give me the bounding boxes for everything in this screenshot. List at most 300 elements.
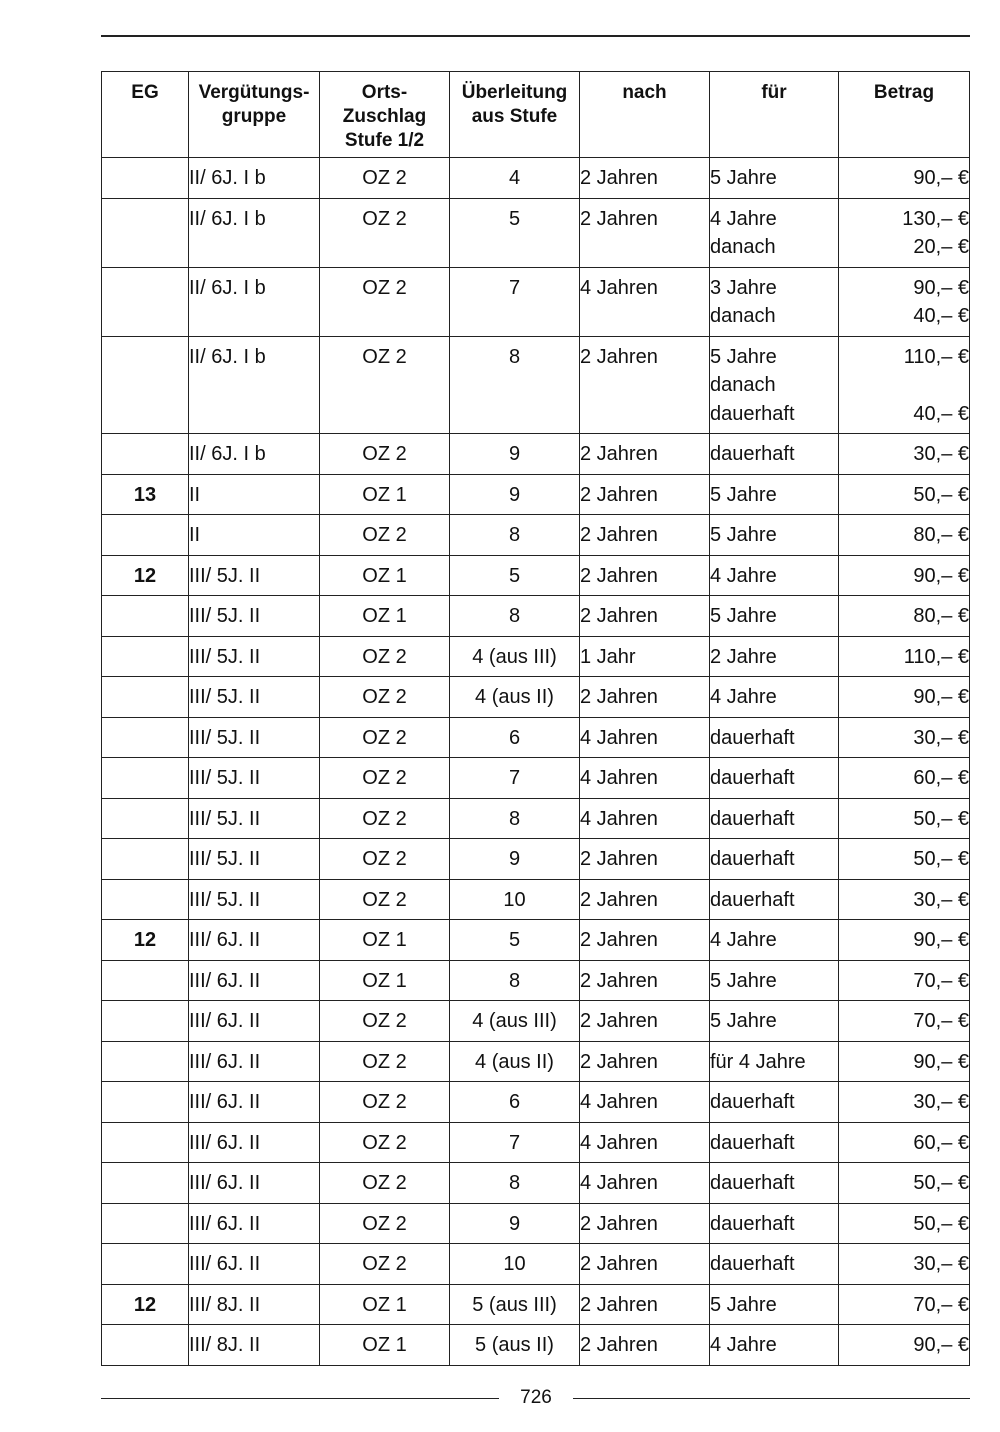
cell-eg-text <box>102 440 188 469</box>
cell-ueberleitung <box>450 1325 580 1366</box>
table-row <box>102 474 970 515</box>
cell-ueberleitung <box>450 198 580 267</box>
cell-ortszuschlag-text: OZ 2 <box>362 207 407 230</box>
cell-verguetungsgruppe-text: III/ 6J. II <box>189 1050 261 1073</box>
cell-nach-text: 4 Jahren <box>580 276 658 299</box>
cell-nach <box>580 1041 710 1082</box>
cell-fuer <box>710 960 839 1001</box>
cell-betrag-text: 30,– € <box>913 443 969 465</box>
cell-verguetungsgruppe <box>189 1244 320 1285</box>
cell-eg-text <box>102 164 188 193</box>
cell-betrag-text <box>839 371 969 400</box>
cell-verguetungsgruppe-text: III/ 6J. II <box>189 1131 261 1154</box>
cell-betrag <box>839 1082 970 1123</box>
cell-eg <box>102 960 189 1001</box>
cell-eg-text <box>102 1088 188 1117</box>
cell-betrag-text: 50,– € <box>913 1172 969 1194</box>
cell-ueberleitung <box>450 1122 580 1163</box>
cell-ueberleitung <box>450 434 580 475</box>
cell-ueberleitung-text: 4 (aus III) <box>472 645 557 668</box>
cell-betrag-text: 70,– € <box>913 1293 969 1316</box>
cell-verguetungsgruppe <box>189 1203 320 1244</box>
cell-verguetungsgruppe <box>189 879 320 920</box>
table-row <box>102 879 970 920</box>
cell-ortszuschlag-text: OZ 2 <box>362 1131 407 1154</box>
table-row <box>102 555 970 596</box>
cell-fuer <box>710 1122 839 1163</box>
cell-fuer-text: dauerhaft <box>710 888 795 911</box>
cell-ueberleitung <box>450 636 580 677</box>
cell-fuer <box>710 1203 839 1244</box>
cell-verguetungsgruppe <box>189 1041 320 1082</box>
cell-ueberleitung-text: 8 <box>508 345 521 368</box>
cell-ortszuschlag-text: OZ 2 <box>362 726 407 749</box>
cell-betrag-text: 50,– € <box>913 848 969 870</box>
cell-nach-text: 2 Jahren <box>580 1010 658 1032</box>
cell-fuer <box>710 474 839 515</box>
cell-ortszuschlag-text: OZ 1 <box>362 1334 407 1356</box>
cell-verguetungsgruppe <box>189 515 320 556</box>
cell-eg <box>102 158 189 199</box>
cell-nach-text: 2 Jahren <box>580 524 658 546</box>
cell-eg-text: 12 <box>133 1293 157 1316</box>
cell-nach-text: 2 Jahren <box>580 1050 658 1073</box>
cell-betrag-text: 40,– € <box>913 402 969 425</box>
cell-betrag <box>839 158 970 199</box>
cell-verguetungsgruppe <box>189 198 320 267</box>
cell-nach <box>580 1001 710 1042</box>
cell-ortszuschlag-text: OZ 2 <box>362 888 407 911</box>
cell-ueberleitung-text: 8 <box>508 807 521 830</box>
table-row <box>102 596 970 637</box>
cell-fuer <box>710 158 839 199</box>
cell-ueberleitung <box>450 555 580 596</box>
cell-ueberleitung <box>450 717 580 758</box>
cell-betrag <box>839 920 970 961</box>
cell-verguetungsgruppe-text: III/ 5J. II <box>189 767 261 789</box>
cell-fuer <box>710 798 839 839</box>
page-number: 726 <box>520 1387 552 1408</box>
cell-ortszuschlag <box>320 1041 450 1082</box>
cell-eg-text: 13 <box>133 483 157 506</box>
header-nach: nach <box>580 72 710 158</box>
cell-nach <box>580 839 710 880</box>
cell-betrag-text: 80,– € <box>913 605 969 627</box>
cell-ueberleitung-text: 9 <box>508 443 521 465</box>
table-row <box>102 758 970 799</box>
cell-ortszuschlag-text: OZ 1 <box>362 1293 407 1316</box>
cell-ortszuschlag <box>320 267 450 336</box>
cell-ueberleitung <box>450 758 580 799</box>
cell-nach-text: 4 Jahren <box>580 807 658 830</box>
cell-ueberleitung-text: 5 <box>508 929 521 951</box>
cell-fuer <box>710 1041 839 1082</box>
footer-rule-right <box>573 1398 970 1399</box>
cell-ueberleitung <box>450 798 580 839</box>
cell-eg <box>102 1244 189 1285</box>
cell-verguetungsgruppe <box>189 758 320 799</box>
cell-verguetungsgruppe-text: III/ 5J. II <box>189 564 261 587</box>
cell-betrag <box>839 198 970 267</box>
cell-eg <box>102 198 189 267</box>
cell-betrag <box>839 1325 970 1366</box>
cell-ueberleitung-text: 4 (aus II) <box>475 686 554 708</box>
cell-ueberleitung-text: 5 <box>508 207 521 230</box>
cell-nach-text: 2 Jahren <box>580 929 658 951</box>
table-body <box>102 158 970 1366</box>
cell-ortszuschlag <box>320 636 450 677</box>
header-betrag: Betrag <box>839 72 970 158</box>
cell-ueberleitung <box>450 474 580 515</box>
cell-ueberleitung <box>450 515 580 556</box>
cell-betrag <box>839 1163 970 1204</box>
cell-fuer-text: 4 Jahre <box>710 686 777 708</box>
cell-betrag-text: 90,– € <box>913 564 969 587</box>
cell-ueberleitung <box>450 1001 580 1042</box>
cell-betrag <box>839 758 970 799</box>
cell-nach-text: 2 Jahren <box>580 564 658 587</box>
cell-betrag-text: 50,– € <box>913 483 969 506</box>
cell-nach-text: 2 Jahren <box>580 605 658 627</box>
header-fuer: für <box>710 72 839 158</box>
cell-eg <box>102 336 189 434</box>
cell-verguetungsgruppe-text: III/ 6J. II <box>189 1172 261 1194</box>
cell-ortszuschlag <box>320 839 450 880</box>
cell-ortszuschlag <box>320 879 450 920</box>
table-row <box>102 1244 970 1285</box>
cell-ortszuschlag-text: OZ 2 <box>362 1212 407 1235</box>
cell-ortszuschlag-text: OZ 1 <box>362 564 407 587</box>
cell-nach <box>580 267 710 336</box>
cell-nach-text: 2 Jahren <box>580 1253 658 1275</box>
cell-verguetungsgruppe-text: III/ 5J. II <box>189 848 261 870</box>
cell-verguetungsgruppe <box>189 839 320 880</box>
cell-nach <box>580 158 710 199</box>
cell-verguetungsgruppe <box>189 636 320 677</box>
cell-nach-text: 2 Jahren <box>580 443 658 465</box>
cell-eg <box>102 717 189 758</box>
cell-eg <box>102 1163 189 1204</box>
cell-ortszuschlag <box>320 198 450 267</box>
cell-fuer-text: dauerhaft <box>710 1091 795 1113</box>
table-row <box>102 515 970 556</box>
cell-ueberleitung <box>450 1041 580 1082</box>
cell-nach <box>580 960 710 1001</box>
header-verguetungsgruppe: Vergütungs- gruppe <box>189 72 320 158</box>
cell-ortszuschlag-text: OZ 2 <box>362 1091 407 1113</box>
cell-verguetungsgruppe <box>189 434 320 475</box>
cell-eg <box>102 434 189 475</box>
cell-fuer <box>710 515 839 556</box>
cell-betrag <box>839 474 970 515</box>
cell-ortszuschlag-text: OZ 2 <box>362 686 407 708</box>
cell-fuer <box>710 336 839 434</box>
cell-eg-text <box>102 1169 188 1198</box>
cell-fuer-text: 5 Jahre <box>710 605 777 627</box>
cell-eg-text <box>102 1210 188 1239</box>
cell-ortszuschlag <box>320 717 450 758</box>
cell-ueberleitung-text: 10 <box>503 888 526 911</box>
cell-betrag <box>839 839 970 880</box>
cell-verguetungsgruppe-text: III/ 6J. II <box>189 929 261 951</box>
cell-nach <box>580 474 710 515</box>
cell-eg-text: 12 <box>133 564 157 587</box>
cell-betrag <box>839 515 970 556</box>
cell-betrag-text: 90,– € <box>913 686 969 708</box>
cell-verguetungsgruppe <box>189 474 320 515</box>
cell-betrag-text: 60,– € <box>913 1131 969 1154</box>
page-footer <box>101 1384 970 1414</box>
cell-verguetungsgruppe <box>189 158 320 199</box>
cell-fuer <box>710 1244 839 1285</box>
cell-betrag-text: 90,– € <box>913 276 969 299</box>
cell-nach <box>580 920 710 961</box>
cell-nach-text: 4 Jahren <box>580 1172 658 1194</box>
cell-verguetungsgruppe-text: II/ 6J. I b <box>189 167 266 189</box>
cell-betrag <box>839 596 970 637</box>
cell-nach <box>580 1244 710 1285</box>
cell-nach <box>580 677 710 718</box>
cell-ortszuschlag <box>320 677 450 718</box>
cell-eg <box>102 474 189 515</box>
cell-betrag-text: 60,– € <box>913 767 969 789</box>
cell-betrag <box>839 717 970 758</box>
cell-betrag <box>839 1284 970 1325</box>
cell-eg-text <box>102 521 188 550</box>
cell-nach-text: 2 Jahren <box>580 686 658 708</box>
header-ortszuschlag: Orts- Zuschlag Stufe 1/2 <box>320 72 450 158</box>
top-rule <box>101 35 970 37</box>
cell-nach <box>580 717 710 758</box>
cell-verguetungsgruppe-text: III/ 5J. II <box>189 605 261 627</box>
cell-ueberleitung-text: 10 <box>503 1253 526 1275</box>
cell-ueberleitung-text: 4 (aus II) <box>475 1050 554 1073</box>
table-row <box>102 717 970 758</box>
cell-betrag-text: 50,– € <box>913 807 969 830</box>
table-row <box>102 677 970 718</box>
cell-nach-text: 4 Jahren <box>580 726 658 749</box>
cell-betrag-text: 110,– € <box>903 345 969 368</box>
cell-ueberleitung <box>450 596 580 637</box>
cell-nach-text: 2 Jahren <box>580 167 658 189</box>
cell-fuer-text: 5 Jahre <box>710 167 777 189</box>
cell-eg-text <box>102 1129 188 1158</box>
cell-betrag-text: 20,– € <box>913 236 969 258</box>
cell-fuer-text: 5 Jahre <box>710 345 777 368</box>
cell-ortszuschlag-text: OZ 2 <box>362 443 407 465</box>
cell-fuer-text: dauerhaft <box>710 402 795 425</box>
table-row <box>102 158 970 199</box>
table-row <box>102 434 970 475</box>
cell-verguetungsgruppe-text: III/ 6J. II <box>189 1212 261 1235</box>
cell-verguetungsgruppe-text: III/ 5J. II <box>189 888 261 911</box>
cell-betrag <box>839 636 970 677</box>
cell-verguetungsgruppe <box>189 1001 320 1042</box>
cell-betrag-text: 90,– € <box>913 1050 969 1073</box>
cell-ortszuschlag-text: OZ 2 <box>362 276 407 299</box>
cell-eg-text <box>102 343 188 372</box>
cell-betrag <box>839 555 970 596</box>
cell-ueberleitung <box>450 1244 580 1285</box>
cell-eg <box>102 879 189 920</box>
cell-ueberleitung-text: 6 <box>508 1091 521 1113</box>
cell-ortszuschlag <box>320 1284 450 1325</box>
cell-ortszuschlag-text: OZ 2 <box>362 1010 407 1032</box>
cell-betrag <box>839 798 970 839</box>
cell-ortszuschlag <box>320 474 450 515</box>
cell-ortszuschlag <box>320 1203 450 1244</box>
cell-fuer-text: 4 Jahre <box>710 929 777 951</box>
cell-eg-text: 12 <box>133 929 157 951</box>
cell-nach-text: 4 Jahren <box>580 1091 658 1113</box>
cell-ortszuschlag <box>320 1163 450 1204</box>
cell-eg-text <box>102 683 188 712</box>
cell-ortszuschlag <box>320 1244 450 1285</box>
cell-fuer <box>710 839 839 880</box>
cell-fuer-text: danach <box>710 236 776 258</box>
cell-ueberleitung-text: 5 (aus III) <box>472 1293 557 1316</box>
cell-verguetungsgruppe <box>189 1325 320 1366</box>
cell-ortszuschlag-text: OZ 2 <box>362 1050 407 1073</box>
cell-eg-text <box>102 602 188 631</box>
cell-ortszuschlag-text: OZ 1 <box>362 969 407 992</box>
cell-fuer-text: 5 Jahre <box>710 1293 777 1316</box>
cell-fuer-text: 5 Jahre <box>710 1010 777 1032</box>
cell-fuer <box>710 1163 839 1204</box>
cell-ortszuschlag-text: OZ 1 <box>362 483 407 506</box>
cell-fuer-text: dauerhaft <box>710 726 795 749</box>
cell-ueberleitung <box>450 158 580 199</box>
cell-ortszuschlag-text: OZ 2 <box>362 767 407 789</box>
cell-ueberleitung <box>450 267 580 336</box>
cell-ortszuschlag <box>320 798 450 839</box>
cell-fuer-text: 5 Jahre <box>710 524 777 546</box>
cell-nach-text: 1 Jahr <box>580 645 636 668</box>
cell-ortszuschlag-text: OZ 2 <box>362 848 407 870</box>
cell-betrag <box>839 1244 970 1285</box>
cell-ueberleitung-text: 4 <box>508 167 521 189</box>
table-row <box>102 1325 970 1366</box>
cell-ueberleitung <box>450 1082 580 1123</box>
cell-eg-text <box>102 1250 188 1279</box>
table-row <box>102 198 970 267</box>
cell-nach <box>580 434 710 475</box>
cell-fuer <box>710 758 839 799</box>
cell-ueberleitung-text: 9 <box>508 1212 521 1235</box>
cell-nach <box>580 798 710 839</box>
cell-verguetungsgruppe-text: II/ 6J. I b <box>189 207 266 230</box>
cell-betrag <box>839 267 970 336</box>
cell-betrag-text: 130,– € <box>902 207 969 230</box>
cell-betrag-text: 90,– € <box>913 167 969 189</box>
cell-ortszuschlag-text: OZ 1 <box>362 929 407 951</box>
cell-ortszuschlag-text: OZ 2 <box>362 167 407 189</box>
cell-eg-text <box>102 764 188 793</box>
cell-betrag-text: 70,– € <box>913 1010 969 1032</box>
cell-eg <box>102 267 189 336</box>
cell-ortszuschlag-text: OZ 2 <box>362 1253 407 1275</box>
cell-fuer-text: dauerhaft <box>710 1172 795 1194</box>
cell-verguetungsgruppe <box>189 798 320 839</box>
cell-betrag <box>839 677 970 718</box>
cell-fuer <box>710 677 839 718</box>
cell-verguetungsgruppe-text: III/ 5J. II <box>189 726 261 749</box>
cell-verguetungsgruppe <box>189 1284 320 1325</box>
cell-fuer-text: dauerhaft <box>710 807 795 830</box>
cell-eg-text <box>102 1331 188 1360</box>
cell-ortszuschlag <box>320 336 450 434</box>
cell-fuer-text: 4 Jahre <box>710 564 777 587</box>
cell-verguetungsgruppe-text: III/ 5J. II <box>189 807 261 830</box>
cell-fuer <box>710 1325 839 1366</box>
cell-verguetungsgruppe <box>189 555 320 596</box>
cell-nach <box>580 636 710 677</box>
cell-ueberleitung-text: 6 <box>508 726 521 749</box>
cell-verguetungsgruppe <box>189 267 320 336</box>
cell-eg <box>102 555 189 596</box>
cell-verguetungsgruppe-text: III/ 6J. II <box>189 1010 261 1032</box>
cell-eg-text <box>102 967 188 996</box>
cell-eg-text <box>102 805 188 834</box>
cell-fuer <box>710 267 839 336</box>
cell-fuer-text: dauerhaft <box>710 1253 795 1275</box>
cell-nach <box>580 198 710 267</box>
cell-verguetungsgruppe <box>189 920 320 961</box>
cell-fuer-text: 3 Jahre <box>710 276 777 299</box>
cell-fuer <box>710 636 839 677</box>
cell-eg-text <box>102 643 188 672</box>
cell-eg-text <box>102 1007 188 1036</box>
cell-verguetungsgruppe-text: III/ 6J. II <box>189 969 261 992</box>
cell-eg <box>102 758 189 799</box>
cell-betrag-text: 80,– € <box>913 524 969 546</box>
cell-nach-text: 2 Jahren <box>580 1212 658 1235</box>
cell-ueberleitung <box>450 960 580 1001</box>
cell-fuer <box>710 879 839 920</box>
cell-fuer <box>710 555 839 596</box>
table-row <box>102 636 970 677</box>
cell-fuer-text: dauerhaft <box>710 767 795 789</box>
cell-betrag-text: 30,– € <box>913 888 969 911</box>
cell-nach <box>580 1203 710 1244</box>
cell-nach <box>580 1082 710 1123</box>
cell-fuer <box>710 920 839 961</box>
cell-nach <box>580 515 710 556</box>
transition-table <box>101 71 970 1366</box>
cell-eg-text <box>102 1048 188 1077</box>
cell-ortszuschlag-text: OZ 2 <box>362 1172 407 1194</box>
cell-fuer-text: 4 Jahre <box>710 207 777 230</box>
cell-ortszuschlag-text: OZ 2 <box>362 807 407 830</box>
table-row <box>102 1001 970 1042</box>
cell-betrag-text: 110,– € <box>903 645 969 668</box>
cell-nach <box>580 879 710 920</box>
cell-eg <box>102 839 189 880</box>
cell-ueberleitung <box>450 336 580 434</box>
cell-nach-text: 4 Jahren <box>580 1131 658 1154</box>
table-row <box>102 839 970 880</box>
cell-ortszuschlag <box>320 515 450 556</box>
cell-verguetungsgruppe-text: II/ 6J. I b <box>189 443 266 465</box>
cell-verguetungsgruppe-text: III/ 5J. II <box>189 645 261 668</box>
cell-nach <box>580 1325 710 1366</box>
cell-ortszuschlag <box>320 555 450 596</box>
cell-eg <box>102 1001 189 1042</box>
cell-nach-text: 2 Jahren <box>580 1334 658 1356</box>
cell-verguetungsgruppe-text: III/ 6J. II <box>189 1253 261 1275</box>
cell-betrag-text: 70,– € <box>913 969 969 992</box>
cell-verguetungsgruppe-text: III/ 8J. II <box>189 1334 261 1356</box>
